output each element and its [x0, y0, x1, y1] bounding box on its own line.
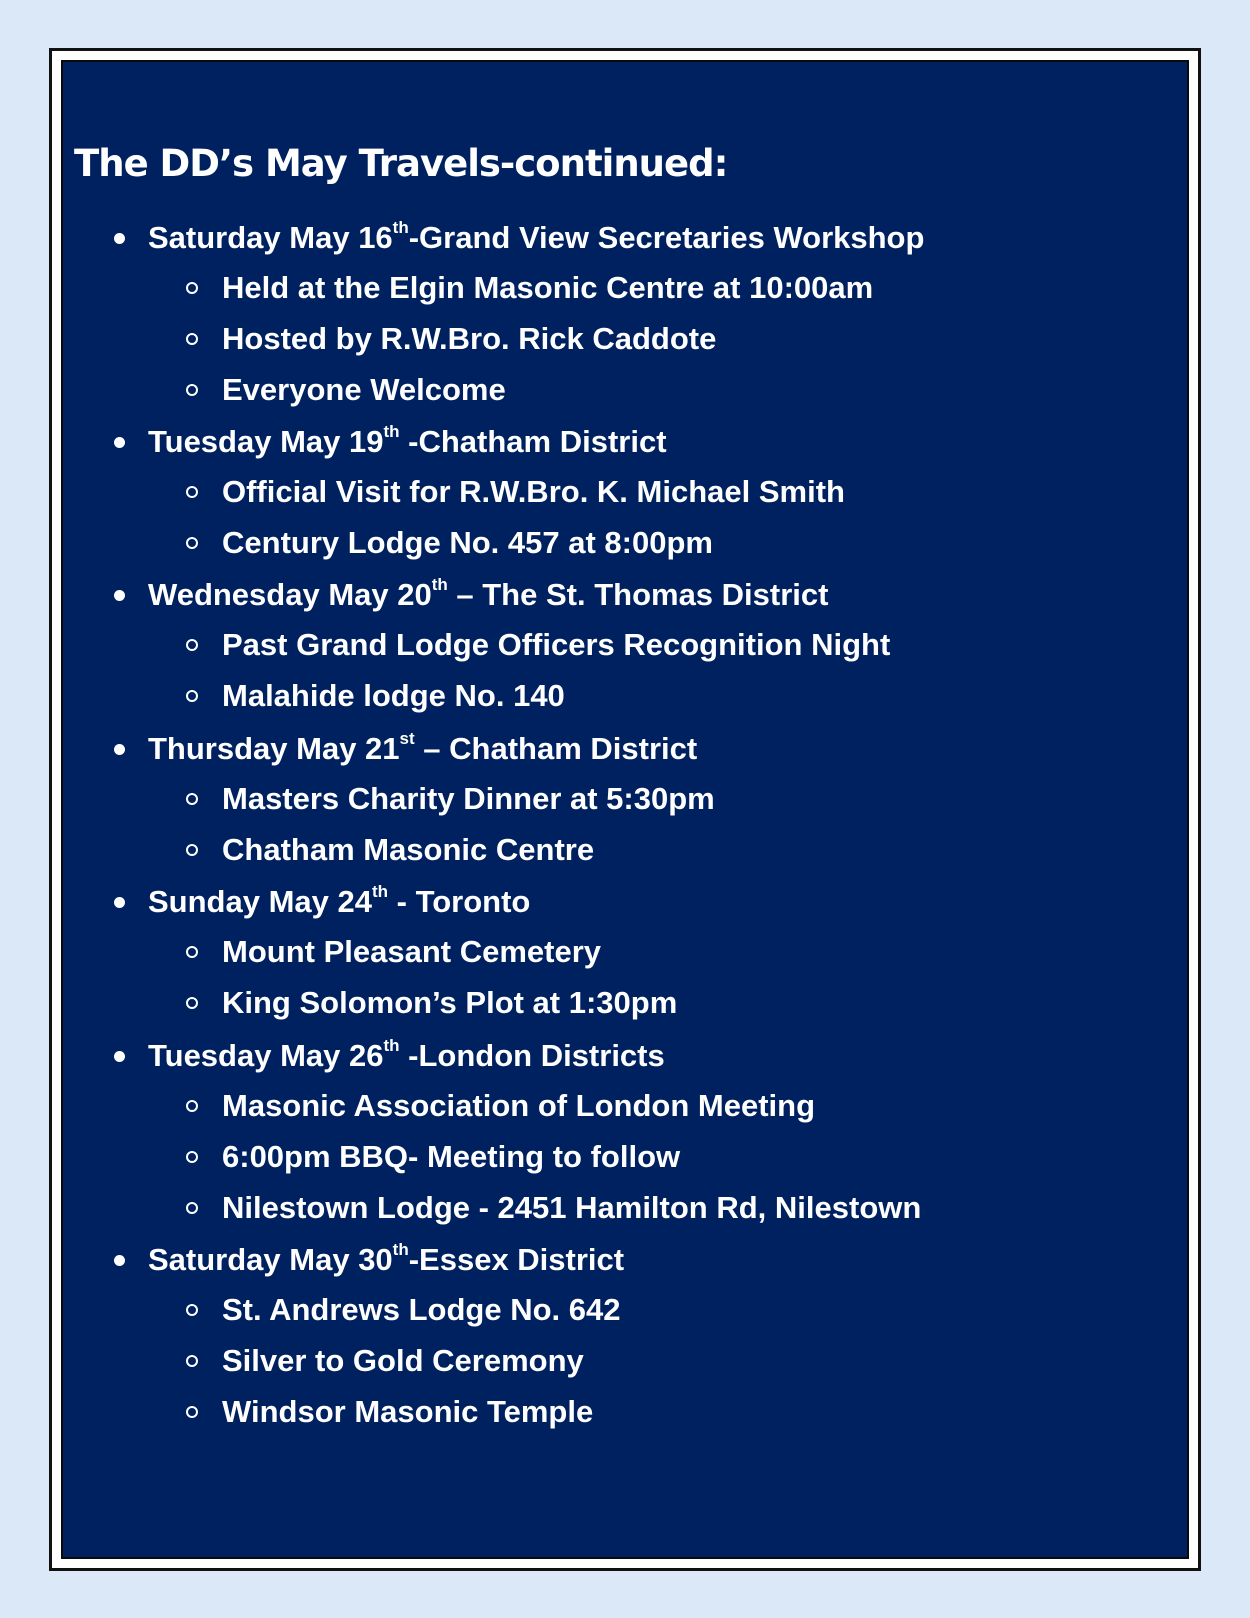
hollow-bullet-icon: [186, 384, 198, 396]
event-date: Wednesday May 20: [148, 577, 432, 612]
hollow-bullet-icon: [186, 333, 198, 345]
event-location: – Chatham District: [414, 731, 698, 766]
hollow-bullet-icon: [186, 1355, 198, 1367]
event-date: Tuesday May 26: [148, 1038, 384, 1073]
bullet-icon: [114, 744, 125, 755]
event-detail-text: Century Lodge No. 457 at 8:00pm: [222, 525, 713, 560]
bullet-icon: [114, 437, 125, 448]
hollow-bullet-icon: [186, 690, 198, 702]
event-heading: [148, 729, 697, 769]
date-ordinal-suffix: th: [383, 421, 400, 441]
event-heading: [148, 1036, 665, 1076]
bullet-icon: [114, 1255, 125, 1266]
event-detail-text: Official Visit for R.W.Bro. K. Michael Smith: [222, 474, 845, 509]
event-detail-text: Everyone Welcome: [222, 372, 506, 407]
event-heading: [148, 575, 828, 615]
date-ordinal-suffix: st: [399, 728, 415, 748]
event-location: - Toronto: [388, 884, 531, 919]
hollow-bullet-icon: [186, 844, 198, 856]
hollow-bullet-icon: [186, 1151, 198, 1163]
hollow-bullet-icon: [186, 793, 198, 805]
event-location: -London Districts: [399, 1038, 665, 1073]
event-detail-text: King Solomon’s Plot at 1:30pm: [222, 985, 678, 1020]
event-date: Saturday May 30: [148, 1242, 393, 1277]
event-heading: [148, 218, 924, 258]
date-ordinal-suffix: th: [392, 1239, 409, 1259]
event-detail-text: 6:00pm BBQ- Meeting to follow: [222, 1139, 681, 1174]
event-date: Saturday May 16: [148, 220, 393, 255]
event-location: -Grand View Secretaries Workshop: [408, 220, 925, 255]
event-heading: [148, 422, 667, 462]
bullet-icon: [114, 590, 125, 601]
event-detail-text: St. Andrews Lodge No. 642: [222, 1292, 621, 1327]
event-location: -Essex District: [408, 1242, 625, 1277]
date-ordinal-suffix: th: [392, 217, 409, 237]
page-title: The DD’s May Travels-continued:: [74, 142, 728, 185]
event-detail-text: Malahide lodge No. 140: [222, 678, 565, 713]
hollow-bullet-icon: [186, 946, 198, 958]
hollow-bullet-icon: [186, 537, 198, 549]
event-detail-text: Held at the Elgin Masonic Centre at 10:00am: [222, 270, 874, 305]
event-date: Thursday May 21: [148, 731, 400, 766]
event-detail-text: Hosted by R.W.Bro. Rick Caddote: [222, 321, 717, 356]
date-ordinal-suffix: th: [371, 881, 389, 901]
event-detail-text: Chatham Masonic Centre: [222, 832, 595, 867]
hollow-bullet-icon: [186, 997, 198, 1009]
bullet-icon: [114, 1051, 125, 1062]
hollow-bullet-icon: [186, 1202, 198, 1214]
hollow-bullet-icon: [186, 1100, 198, 1112]
hollow-bullet-icon: [186, 1406, 198, 1418]
event-detail-text: Masonic Association of London Meeting: [222, 1088, 816, 1123]
hollow-bullet-icon: [186, 639, 198, 651]
date-ordinal-suffix: th: [431, 574, 448, 594]
event-detail-text: Mount Pleasant Cemetery: [222, 934, 601, 969]
event-date: Tuesday May 19: [148, 424, 384, 459]
event-detail-text: Silver to Gold Ceremony: [222, 1343, 584, 1378]
event-detail-text: Past Grand Lodge Officers Recognition Night: [222, 627, 891, 662]
event-location: -Chatham District: [399, 424, 667, 459]
event-detail-text: Masters Charity Dinner at 5:30pm: [222, 781, 715, 816]
date-ordinal-suffix: th: [383, 1035, 400, 1055]
event-heading: [148, 1240, 624, 1280]
event-detail-text: Nilestown Lodge - 2451 Hamilton Rd, Nilestown: [222, 1190, 922, 1225]
event-date: Sunday May 24: [148, 884, 372, 919]
hollow-bullet-icon: [186, 1304, 198, 1316]
bullet-icon: [114, 233, 125, 244]
bullet-icon: [114, 897, 125, 908]
event-detail-text: Windsor Masonic Temple: [222, 1394, 594, 1429]
hollow-bullet-icon: [186, 282, 198, 294]
event-heading: [148, 882, 530, 922]
hollow-bullet-icon: [186, 486, 198, 498]
event-location: – The St. Thomas District: [447, 577, 829, 612]
